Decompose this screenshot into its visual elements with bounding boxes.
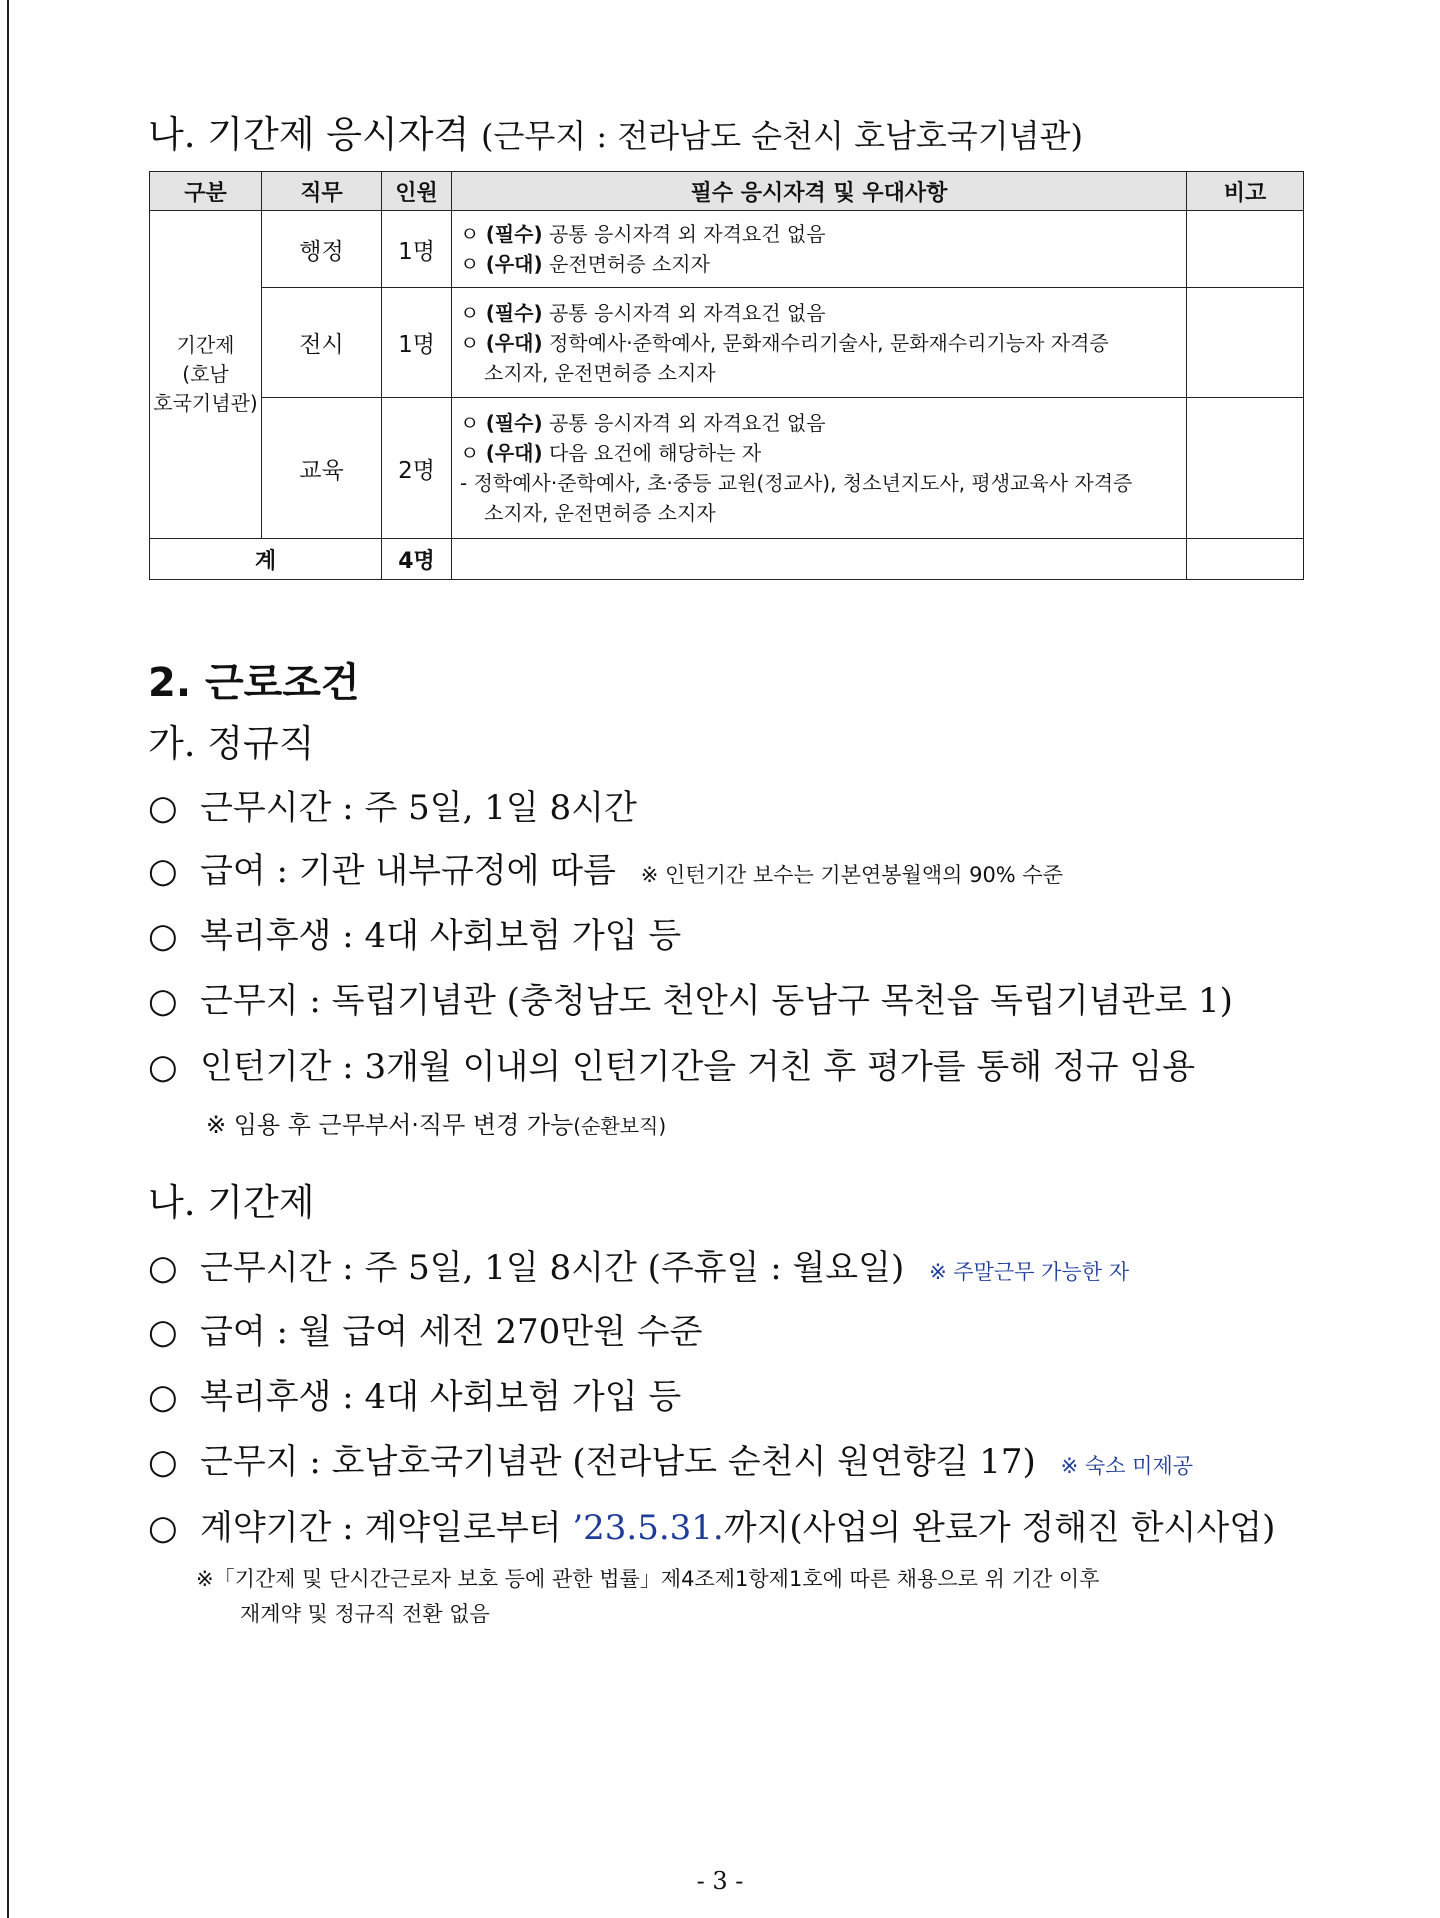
header-requirements: 필수 응시자격 및 우대사항: [452, 172, 1187, 211]
heading-fixed-term: 나. 기간제: [148, 1181, 315, 1224]
preference-text: 정학예사·준학예사, 문화재수리기술사, 문화재수리기능자 자격증: [548, 330, 1109, 355]
list-item: [148, 780, 637, 829]
count-cell: 1명: [382, 211, 452, 288]
bullet: ○: [148, 851, 178, 891]
bullet: ㅇ: [460, 330, 480, 355]
footnote-line: 재계약 및 정규직 전환 없음: [240, 1602, 490, 1626]
item-text: 근무시간 : 주 5일, 1일 8시간: [200, 788, 637, 828]
count-cell: 1명: [382, 288, 452, 398]
header-duty: 직무: [262, 172, 382, 211]
remarks-cell: [1187, 211, 1304, 288]
item-text: 계약기간 : 계약일로부터: [200, 1508, 573, 1548]
bullet: ㅇ: [460, 222, 480, 246]
table-header-row: [150, 172, 1304, 211]
bullet: ○: [148, 1377, 178, 1417]
table-total-row: [150, 539, 1304, 580]
table-row: [150, 398, 1304, 539]
item-text: 근무지 : 독립기념관 (충청남도 천안시 동남구 목천읍 독립기념관로 1): [200, 981, 1233, 1021]
list-item: [148, 1304, 702, 1353]
item-text: 근무시간 : 주 5일, 1일 8시간 (주휴일 : 월요일): [200, 1248, 905, 1288]
requirement-text: 공통 응시자격 외 자격요건 없음: [548, 222, 826, 246]
page-left-border: [7, 0, 9, 1918]
section-title-fixed-term-qualification: [148, 104, 1083, 158]
required-tag: (필수): [485, 222, 543, 246]
category-line: 기간제: [176, 333, 235, 357]
item-text: 복리후생 : 4대 사회보험 가입 등: [200, 1377, 682, 1417]
category-cell: [150, 211, 262, 539]
preferred-tag: (우대): [485, 252, 543, 276]
page-number: - 3 -: [696, 1867, 744, 1895]
section-subtitle: (근무지 : 전라남도 순천시 호남호국기념관): [481, 117, 1083, 155]
bullet: ㅇ: [460, 411, 480, 435]
section-title-text: 나. 기간제 응시자격: [148, 113, 470, 156]
list-item: [148, 973, 1233, 1022]
item-text: 근무지 : 호남호국기념관 (전라남도 순천시 원연향길 17): [200, 1442, 1036, 1482]
requirement-text: 공통 응시자격 외 자격요건 없음: [548, 300, 826, 325]
bullet: ㅇ: [460, 441, 480, 465]
preference-text: 운전면허증 소지자: [548, 252, 710, 276]
list-item: [148, 843, 1063, 892]
header-category: 구분: [150, 172, 262, 211]
preference-text: 다음 요건에 해당하는 자: [548, 441, 762, 465]
bullet: ○: [148, 1312, 178, 1352]
total-remarks: [1187, 539, 1304, 580]
category-line: 호국기념관): [153, 391, 258, 415]
lodging-note: ※ 숙소 미제공: [1060, 1454, 1194, 1478]
item-text: 복리후생 : 4대 사회보험 가입 등: [200, 916, 682, 956]
table-row: [150, 288, 1304, 398]
count-cell: 2명: [382, 398, 452, 539]
item-text: 급여 : 기관 내부규정에 따름: [200, 851, 616, 891]
preference-detail-continued: 소지자, 운전면허증 소지자: [484, 501, 716, 525]
list-item: [148, 1039, 1195, 1088]
total-label: 계: [150, 539, 382, 580]
required-tag: (필수): [485, 411, 543, 435]
list-item: [148, 1500, 1275, 1549]
header-count: 인원: [382, 172, 452, 211]
contract-end-date: ’23.5.31.: [572, 1508, 724, 1548]
bullet: ㅇ: [460, 300, 480, 325]
total-empty: [452, 539, 1187, 580]
required-tag: (필수): [485, 300, 543, 325]
requirements-cell: [452, 288, 1187, 398]
rotation-note-text: ※ 임용 후 근무부서·직무 변경 가능: [206, 1111, 574, 1139]
bullet: ㅇ: [460, 252, 480, 276]
rotation-note-small: (순환보직): [573, 1114, 667, 1138]
table-row: [150, 211, 1304, 288]
pay-note: ※ 인턴기간 보수는 기본연봉월액의 90% 수준: [640, 863, 1064, 887]
bullet: ○: [148, 916, 178, 956]
bullet: ○: [148, 1248, 178, 1288]
list-item: [148, 1369, 681, 1418]
duty-cell: 행정: [262, 211, 382, 288]
preferred-tag: (우대): [485, 330, 543, 355]
bullet: ○: [148, 1508, 178, 1548]
category-line: (호남: [182, 362, 229, 386]
remarks-cell: [1187, 288, 1304, 398]
requirements-cell: [452, 398, 1187, 539]
weekend-note: ※ 주말근무 가능한 자: [929, 1260, 1129, 1284]
preference-detail: - 정학예사·준학예사, 초·중등 교원(정교사), 청소년지도사, 평생교육사 자격증: [460, 471, 1133, 495]
heading-regular: 가. 정규직: [148, 722, 315, 765]
bullet: ○: [148, 981, 178, 1021]
item-text: 인턴기간 : 3개월 이내의 인턴기간을 거친 후 평가를 통해 정규 임용: [200, 1047, 1196, 1087]
rotation-note: [206, 1105, 666, 1140]
preference-text-continued: 소지자, 운전면허증 소지자: [484, 360, 716, 385]
requirements-cell: [452, 211, 1187, 288]
bullet: ○: [148, 788, 178, 828]
heading-working-conditions: 2. 근로조건: [148, 660, 360, 706]
list-item: [148, 1240, 1129, 1289]
list-item: [148, 908, 681, 957]
item-text-suffix: 까지(사업의 완료가 정해진 한시사업): [723, 1508, 1276, 1548]
header-remarks: 비고: [1187, 172, 1304, 211]
list-item: [148, 1434, 1193, 1483]
bullet: ○: [148, 1442, 178, 1482]
item-text: 급여 : 월 급여 세전 270만원 수준: [200, 1312, 703, 1352]
bullet: ○: [148, 1047, 178, 1087]
duty-cell: 교육: [262, 398, 382, 539]
duty-cell: 전시: [262, 288, 382, 398]
footnote-line: ※「기간제 및 단시간근로자 보호 등에 관한 법률」제4조제1항제1호에 따른 채용으로 위 기간 이후: [196, 1567, 1100, 1591]
total-count: 4명: [382, 539, 452, 580]
requirement-text: 공통 응시자격 외 자격요건 없음: [548, 411, 826, 435]
preferred-tag: (우대): [485, 441, 543, 465]
footnote: [196, 1562, 1306, 1632]
remarks-cell: [1187, 398, 1304, 539]
qualification-table: [149, 171, 1304, 580]
